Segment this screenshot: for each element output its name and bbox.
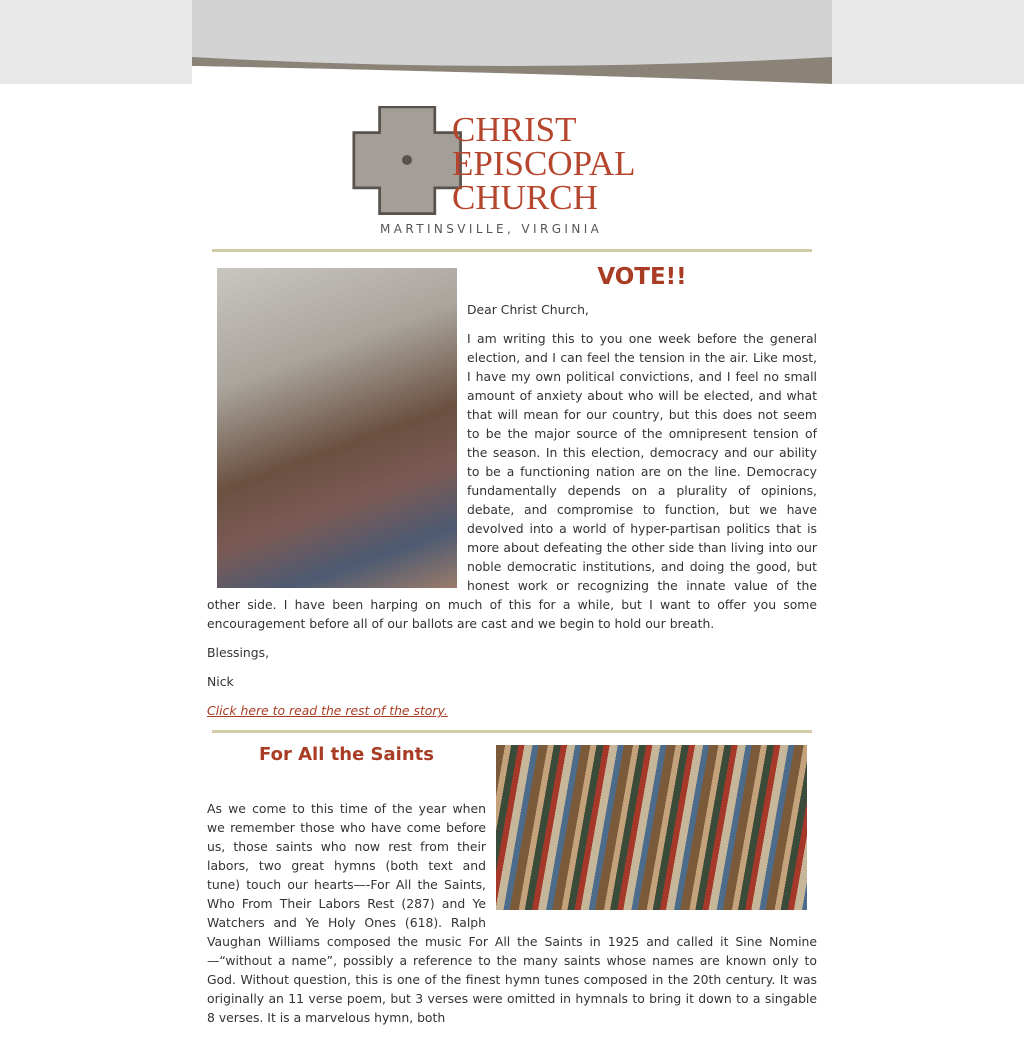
header-banner [192,0,832,84]
saints-title: For All the Saints [259,744,434,765]
wave-decoration [192,0,832,84]
logo-location: MARTINSVILLE, VIRGINIA [380,222,603,236]
cross-icon [352,106,682,218]
logo-line-3: CHURCH [452,178,598,217]
logo-line-2: EPISCOPAL [452,144,636,183]
newsletter [192,0,832,1027]
author-photo [217,268,457,588]
signature: Nick [207,674,234,689]
greeting: Dear Christ Church, [467,302,589,317]
saints-image [496,745,807,910]
church-logo [192,84,832,249]
saints-section [192,733,832,1027]
logo-line-1: CHRIST [452,110,577,149]
vote-section [192,252,832,720]
vote-title: VOTE!! [597,264,687,290]
read-more-link[interactable]: Click here to read the rest of the story. [207,703,448,718]
vote-body: I am writing this to you one week before the general election, and I can feel the tension in the air. Like most, I have my own political convictions, and I feel no small amount of anxiety about who will be elected, and what that will mean for our country, but this does not seem to be the major source of the omnipresent tension of the season. In this election, democracy and our ability to be a functioning nation are on the line. Democracy fundamentally depends on a plurality of opinions, debate, and compromise to function, but we have devolved into a world of hyper-partisan politics that is more about defeating the other side than living into our noble democratic institutions, and doing the good, but honest work or recognizing the innate value of the other side. I have been harping on much of this for a while, but I want to offer you some encouragement before all of our ballots are cast and we begin to hold our breath. [207,331,817,631]
saints-body: As we come to this time of the year when we remember those who have come before us, those saints who now rest from their labors, two great hymns (both text and tune) touch our hearts—-For All the Saints, Who From Their Labors Rest (287) and Ye Watchers and Ye Holy Ones (618). Ralph Vaughan Williams composed the music For All the Saints in 1925 and called it Sine Nomine—“without a name”, possibly a reference to the many saints whose names are known only to God. Without question, this is one of the finest hymn tunes composed in the 20th century. It was originally an 11 verse poem, but 3 verses were omitted in hymnals to bring it down to a singable 8 verses. It is a marvelous hymn, both [207,801,817,1025]
closing: Blessings, [207,645,270,660]
